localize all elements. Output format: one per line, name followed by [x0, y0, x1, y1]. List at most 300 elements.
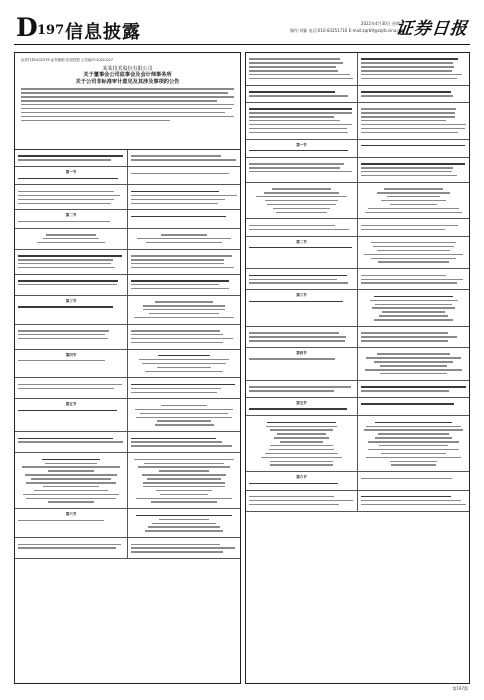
text-line — [143, 486, 224, 488]
text-line — [375, 437, 453, 439]
table-cell-right — [127, 150, 240, 166]
text-line — [264, 192, 339, 194]
text-line — [377, 353, 450, 355]
table-cell-right — [357, 381, 469, 397]
text-line — [270, 445, 334, 447]
table-row — [246, 219, 469, 236]
text-line — [249, 150, 348, 152]
text-line — [18, 547, 116, 549]
text-line — [380, 373, 447, 375]
text-line — [18, 199, 114, 201]
announcement-body — [21, 88, 234, 121]
text-line — [157, 367, 210, 369]
text-line — [131, 191, 219, 193]
text-line — [249, 116, 334, 118]
text-line — [131, 547, 235, 549]
text-line — [361, 66, 454, 68]
table-cell-left — [15, 325, 127, 349]
table-row — [15, 378, 240, 399]
text-line — [249, 500, 353, 502]
text-line — [379, 315, 448, 317]
text-line — [375, 304, 451, 306]
table-row — [15, 167, 240, 185]
text-line — [131, 330, 220, 332]
table-cell-right — [127, 432, 240, 452]
text-line — [18, 284, 117, 286]
table-cell-left — [246, 327, 357, 347]
table-cell-right — [357, 158, 469, 182]
company-name: 某某技术股份有限公司 — [102, 66, 153, 72]
text-line — [18, 338, 108, 340]
text-line — [364, 429, 462, 431]
meta-date: 2022年4月30日 星期六 — [360, 21, 404, 26]
text-line — [249, 408, 347, 410]
text-line — [249, 275, 347, 277]
text-line — [149, 313, 219, 315]
table-cell-right — [127, 538, 240, 558]
table-cell-left — [15, 509, 127, 537]
table-row — [246, 53, 469, 86]
text-line — [249, 504, 339, 506]
text-line — [361, 124, 466, 126]
text-line — [361, 62, 453, 64]
text-line — [131, 259, 224, 261]
text-line — [374, 319, 452, 321]
text-line — [361, 282, 457, 284]
text-line — [256, 196, 348, 198]
text-line — [361, 120, 446, 122]
text-line — [18, 203, 111, 205]
text-line — [249, 70, 338, 72]
table-cell-left — [15, 229, 127, 249]
text-line — [249, 171, 352, 173]
table-row — [15, 350, 240, 379]
text-line — [269, 449, 333, 451]
text-line — [382, 311, 445, 313]
text-line — [131, 544, 220, 546]
text-line — [249, 225, 335, 227]
table-cell-right — [127, 185, 240, 209]
table-row — [15, 229, 240, 250]
text-line — [361, 78, 457, 80]
text-line — [161, 234, 208, 236]
text-line — [18, 263, 111, 265]
text-line — [18, 520, 104, 522]
text-line — [368, 441, 459, 443]
text-line — [136, 417, 232, 419]
text-line — [391, 464, 436, 466]
text-line — [371, 258, 456, 260]
text-line — [374, 361, 453, 363]
table-row — [15, 275, 240, 296]
text-line — [156, 490, 213, 492]
text-line — [18, 441, 123, 443]
text-line — [140, 413, 228, 415]
table-cell-left — [246, 491, 357, 511]
table-row — [15, 250, 240, 275]
text-line — [131, 267, 234, 269]
table-row — [246, 158, 469, 183]
text-line — [18, 410, 117, 412]
table-row — [246, 290, 469, 327]
table-cell-right — [357, 140, 469, 157]
row-label: 第五节 — [296, 400, 307, 405]
text-line — [270, 464, 334, 466]
text-line — [280, 441, 323, 443]
page-letter: D — [16, 13, 38, 42]
table-cell-left — [15, 150, 127, 166]
text-line — [361, 74, 462, 76]
text-line — [146, 242, 223, 244]
text-line — [131, 199, 225, 201]
text-line — [361, 145, 465, 147]
left-table — [15, 149, 240, 559]
text-line — [158, 355, 211, 357]
table-row — [15, 150, 240, 167]
text-line — [25, 474, 116, 476]
text-line — [161, 405, 207, 407]
text-line — [26, 482, 116, 484]
text-line — [131, 255, 232, 257]
row-label: 第一节 — [65, 170, 77, 175]
text-line — [131, 388, 221, 390]
table-cell-left — [15, 538, 127, 558]
text-line — [45, 463, 98, 465]
text-line — [131, 441, 222, 443]
text-line — [365, 369, 463, 371]
table-cell-left — [15, 275, 127, 295]
text-line — [18, 384, 122, 386]
table-cell-left — [15, 185, 127, 209]
text-line — [43, 486, 100, 488]
text-line — [249, 58, 340, 60]
text-line — [361, 500, 461, 502]
table-cell-left — [246, 53, 357, 85]
table-cell-left — [246, 381, 357, 397]
table-cell-left — [246, 86, 357, 102]
text-line — [361, 340, 448, 342]
text-line — [138, 466, 231, 468]
table-cell-right — [127, 378, 240, 398]
text-line — [379, 445, 448, 447]
table-cell-left — [246, 348, 357, 380]
text-line — [387, 196, 441, 198]
text-line — [270, 461, 333, 463]
text-line — [18, 438, 113, 440]
text-line — [372, 307, 455, 309]
text-line — [249, 112, 352, 114]
announcement-header — [15, 53, 240, 149]
text-line — [361, 70, 452, 72]
text-line — [18, 178, 118, 180]
masthead — [14, 14, 470, 45]
table-cell-left — [15, 210, 127, 227]
text-line — [361, 478, 452, 480]
text-line — [361, 225, 458, 227]
table-cell-left — [246, 158, 357, 182]
table-cell-left — [246, 183, 357, 219]
table-cell-right — [357, 348, 469, 380]
table-cell-left — [246, 290, 357, 326]
text-line — [136, 498, 232, 500]
table-cell-left — [246, 398, 357, 415]
row-label: 第五节 — [65, 402, 77, 407]
text-line — [249, 167, 340, 169]
table-row — [15, 538, 240, 559]
text-line — [249, 386, 351, 388]
text-line — [144, 463, 225, 465]
text-line — [131, 551, 223, 553]
text-line — [365, 212, 462, 214]
text-line — [18, 280, 118, 282]
text-line — [155, 424, 214, 426]
text-line — [249, 163, 344, 165]
text-line — [131, 173, 229, 175]
table-row — [15, 453, 240, 509]
text-line — [361, 91, 451, 93]
text-line — [249, 108, 352, 110]
table-cell-right — [127, 509, 240, 537]
text-line — [249, 282, 348, 284]
table-cell-left — [246, 219, 357, 235]
text-line — [249, 358, 335, 360]
text-line — [249, 78, 353, 80]
table-row — [246, 140, 469, 158]
table-cell-right — [357, 416, 469, 471]
text-line — [134, 317, 235, 319]
table-cell-right — [357, 53, 469, 85]
table-row — [246, 472, 469, 490]
text-line — [361, 275, 446, 277]
text-line — [374, 296, 453, 298]
text-line — [157, 420, 212, 422]
table-cell-left — [246, 269, 357, 289]
table-row — [15, 509, 240, 538]
text-line — [131, 445, 232, 447]
text-line — [361, 163, 465, 165]
table-cell-right — [127, 453, 240, 508]
table-cell-right — [357, 219, 469, 235]
text-line — [131, 195, 237, 197]
right-table — [246, 53, 469, 512]
text-line — [384, 188, 443, 190]
text-line — [48, 501, 95, 503]
table-cell-right — [357, 491, 469, 511]
text-line — [261, 457, 341, 459]
text-line — [134, 459, 233, 461]
table-cell-left — [246, 140, 357, 157]
text-line — [375, 422, 451, 424]
table-row — [246, 269, 469, 290]
table-cell-left — [15, 432, 127, 452]
text-line — [131, 284, 219, 286]
security-codes: 证券代码:002379 证券简称:宏创控股 公告编号:2022-027 — [21, 58, 113, 62]
table-cell-left — [246, 472, 357, 489]
text-line — [136, 515, 231, 517]
row-label: 第四节 — [296, 351, 307, 356]
table-cell-left — [15, 350, 127, 378]
row-label: 第四节 — [65, 352, 77, 357]
table-row — [246, 398, 469, 416]
text-line — [361, 171, 452, 173]
table-cell-right — [127, 250, 240, 274]
table-row — [246, 348, 469, 381]
table-row — [15, 185, 240, 210]
table-row — [15, 296, 240, 325]
text-line — [148, 526, 220, 528]
text-line — [249, 128, 347, 130]
text-line — [361, 95, 453, 97]
text-line — [131, 438, 216, 440]
text-line — [267, 204, 336, 206]
table-cell-right — [127, 229, 240, 249]
text-line — [131, 334, 223, 336]
text-line — [48, 470, 95, 472]
text-line — [366, 357, 461, 359]
text-line — [361, 332, 448, 334]
text-line — [272, 188, 331, 190]
text-line — [34, 490, 108, 492]
text-line — [249, 301, 343, 303]
table-cell-left — [15, 250, 127, 274]
text-line — [265, 453, 339, 455]
text-line — [46, 234, 95, 236]
text-line — [361, 108, 456, 110]
table-cell-right — [357, 327, 469, 347]
text-line — [131, 280, 229, 282]
table-cell-right — [357, 237, 469, 269]
row-label: 第二节 — [65, 213, 77, 218]
table-cell-left — [15, 378, 127, 398]
meta-contact: 制作:刘颖 电话:010-83251716 E-mail:zqrb9@zqrb.sina.net — [289, 28, 404, 33]
text-line — [249, 496, 334, 498]
text-line — [381, 200, 445, 202]
table-cell-right — [357, 86, 469, 102]
left-column — [14, 52, 241, 684]
table-row — [15, 325, 240, 350]
text-line — [131, 155, 221, 157]
text-line — [18, 155, 123, 157]
text-line — [249, 91, 335, 93]
table-cell-right — [357, 398, 469, 415]
table-cell-left — [15, 296, 127, 324]
text-line — [18, 330, 109, 332]
text-line — [377, 250, 450, 252]
text-line — [18, 544, 121, 546]
text-line — [151, 501, 216, 503]
text-line — [273, 208, 330, 210]
text-line — [143, 309, 224, 311]
text-line — [18, 267, 115, 269]
table-cell-right — [127, 275, 240, 295]
text-line — [361, 390, 449, 392]
table-row — [246, 183, 469, 220]
text-line — [18, 306, 113, 308]
text-line — [37, 242, 105, 244]
text-line — [145, 530, 224, 532]
text-line — [366, 426, 462, 428]
announcement-title-2: 关于公司非标准审计意见及其涉及事项的公告 — [75, 79, 180, 85]
text-line — [361, 403, 454, 405]
text-line — [131, 384, 235, 386]
text-line — [155, 301, 214, 303]
text-line — [249, 390, 334, 392]
text-line — [18, 255, 122, 257]
text-line — [249, 74, 350, 76]
text-line — [361, 229, 445, 231]
text-line — [390, 204, 437, 206]
text-line — [361, 504, 466, 506]
table-row — [246, 491, 469, 512]
table-cell-right — [127, 399, 240, 431]
text-line — [378, 433, 448, 435]
text-line — [22, 466, 120, 468]
text-line — [364, 254, 463, 256]
text-line — [266, 426, 337, 428]
table-row — [246, 103, 469, 140]
table-row — [246, 416, 469, 472]
text-line — [159, 519, 210, 521]
text-line — [249, 66, 336, 68]
text-line — [249, 62, 343, 64]
text-line — [249, 340, 345, 342]
row-label: 第三节 — [296, 293, 307, 298]
page-footer: 第197版 — [452, 686, 468, 691]
table-cell-left — [15, 453, 127, 508]
text-line — [147, 478, 221, 480]
table-row — [246, 327, 469, 348]
text-line — [131, 216, 226, 218]
text-line — [139, 359, 229, 361]
announcement-title-1: 关于董事会公司监事会及会计师事务所 — [83, 72, 172, 78]
text-line — [18, 360, 105, 362]
text-line — [159, 470, 209, 472]
text-line — [265, 200, 338, 202]
row-label: 第六节 — [65, 512, 77, 517]
text-line — [381, 453, 446, 455]
section-title: 信息披露 — [65, 22, 141, 43]
row-label: 第二节 — [296, 239, 307, 244]
text-line — [18, 159, 111, 161]
text-line — [131, 263, 224, 265]
text-line — [142, 474, 226, 476]
text-line — [361, 112, 455, 114]
row-label: 第三节 — [65, 298, 77, 303]
text-line — [249, 279, 337, 281]
table-cell-right — [357, 269, 469, 289]
text-line — [26, 498, 116, 500]
table-cell-right — [127, 296, 240, 324]
text-line — [361, 116, 455, 118]
text-line — [249, 332, 339, 334]
text-line — [361, 167, 453, 169]
table-row — [15, 210, 240, 228]
page-body — [14, 52, 470, 684]
table-row — [15, 399, 240, 432]
text-line — [131, 342, 223, 344]
text-line — [361, 336, 457, 338]
text-line — [18, 221, 110, 223]
table-cell-right — [127, 210, 240, 227]
text-line — [131, 288, 229, 290]
text-line — [18, 195, 120, 197]
masthead-meta — [290, 20, 404, 34]
text-line — [160, 494, 208, 496]
text-line — [249, 120, 340, 122]
text-line — [135, 409, 233, 411]
text-line — [276, 212, 326, 214]
text-line — [377, 192, 449, 194]
